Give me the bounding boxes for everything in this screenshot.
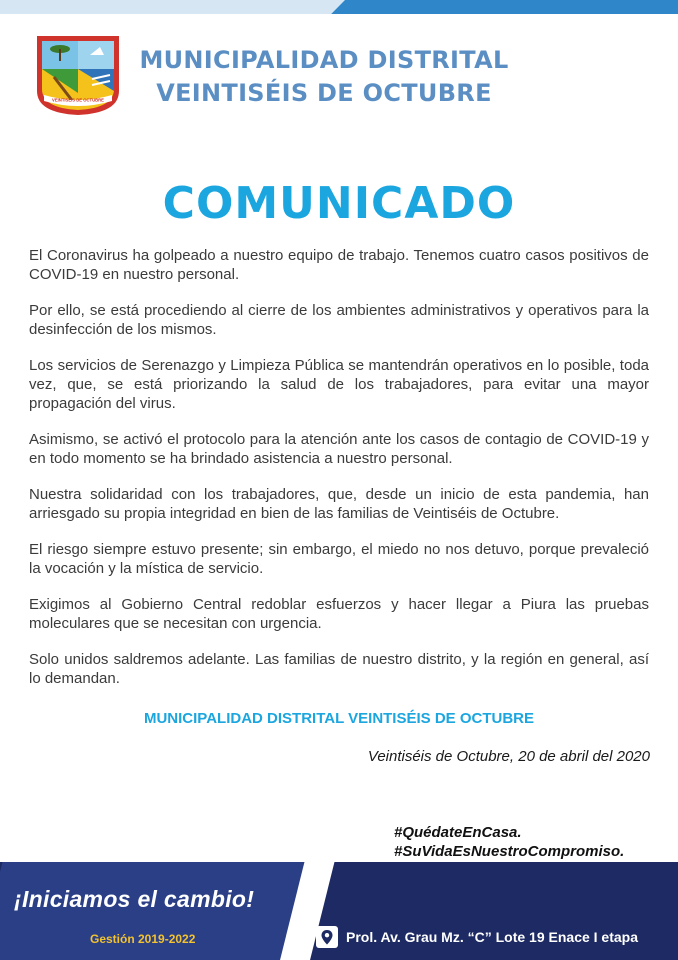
paragraph: Los servicios de Serenazgo y Limpieza Pública se mantendrán operativos en lo posible, toda vez, que, se está priorizando la salud de los trabajadores, para evitar una mayor propagación del virus. [29,357,649,412]
paragraph: Asimismo, se activó el protocolo para la atención ante los casos de contagio de COVID-19 y en todo momento se ha brindado asistencia a nuestro personal. [29,431,649,467]
paragraph: Exigimos al Gobierno Central redoblar esfuerzos y hacer llegar a Piura las pruebas moleculares que se necesitan con urgencia. [29,596,649,632]
signature-date: Veintiséis de Octubre, 20 de abril del 2020 [367,748,650,765]
footer-address-text: Prol. Av. Grau Mz. “C” Lote 19 Enace I etapa [346,929,639,945]
organization-name-line1: MUNICIPALIDAD DISTRITAL [139,46,509,74]
crest-ribbon-text: VEINTISÉIS DE OCTUBRE [52,97,104,103]
document-title: COMUNICADO [162,178,516,229]
paragraph: Nuestra solidaridad con los trabajadores, que, desde un inicio de esta pandemia, han arriesgado su propia integridad en bien de las familias de Veintiséis de Octubre. [29,486,649,522]
hashtag: #QuédateEnCasa. [394,824,522,841]
location-pin-icon [316,926,338,948]
paragraph: Solo unidos saldremos adelante. Las familias de nuestro distrito, y la región en general, así lo demandan. [29,651,649,687]
organization-name-line2: VEINTISÉIS DE OCTUBRE [156,79,492,107]
top-accent-bar-light [0,0,345,14]
footer-gestion: Gestión 2019-2022 [90,932,196,946]
footer-banner [0,862,678,960]
municipal-crest-icon [34,33,122,117]
communique-body [29,246,649,705]
paragraph: El riesgo siempre estuvo presente; sin embargo, el miedo no nos detuvo, porque prevaleció la vocación y la mística de servicio. [29,541,649,577]
footer-slogan: ¡Iniciamos el cambio! [14,886,255,912]
footer-address [316,926,638,948]
hashtag: #SuVidaEsNuestroCompromiso. [394,843,625,860]
organization-name [134,44,514,110]
paragraph: Por ello, se está procediendo al cierre de los ambientes administrativos y operativos para la desinfección de los mismos. [29,302,649,338]
paragraph: El Coronavirus ha golpeado a nuestro equipo de trabajo. Tenemos cuatro casos positivos de COVID-19 en nuestro personal. [29,247,649,283]
signature-organization: MUNICIPALIDAD DISTRITAL VEINTISÉIS DE OCTUBRE [143,710,534,727]
